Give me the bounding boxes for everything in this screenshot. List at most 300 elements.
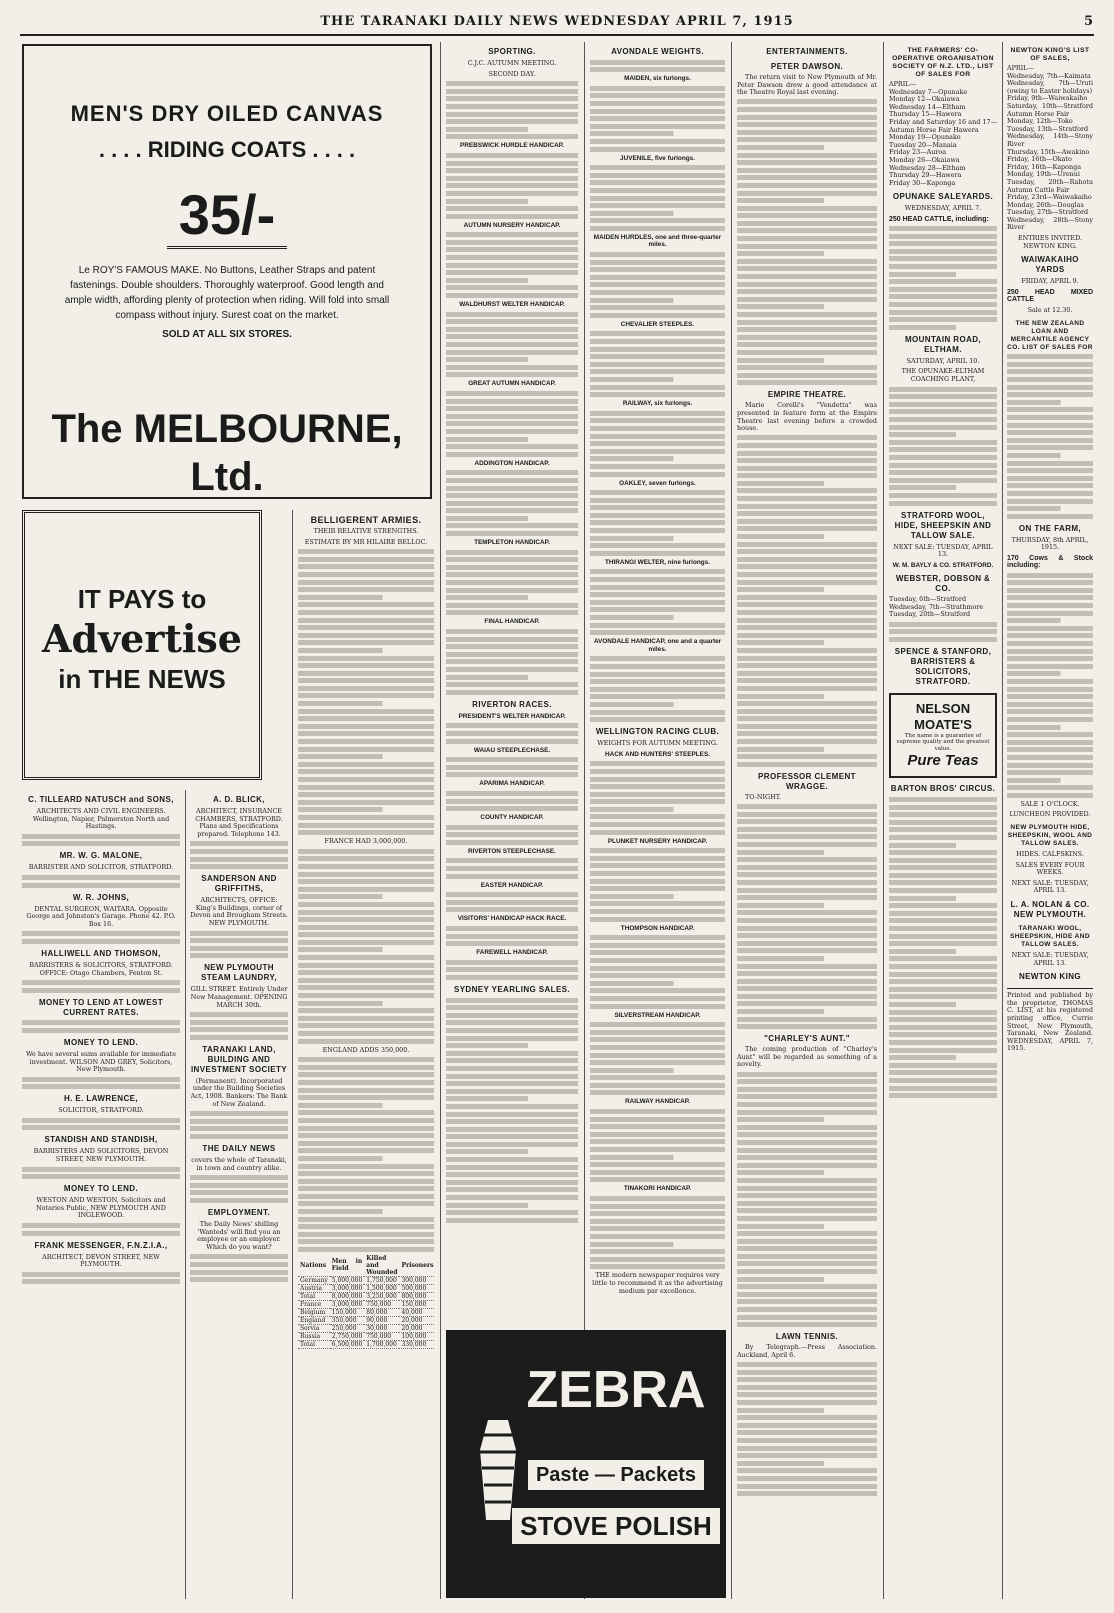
text-line [590, 226, 725, 231]
text-line [737, 716, 877, 721]
text-line [446, 550, 578, 555]
text-line [737, 198, 877, 203]
text-line [22, 1279, 180, 1284]
sale-item: Monday, 12th—Toko [1007, 117, 1073, 126]
card-body: ARCHITECTS, OFFICE: King's Buildings, corner of Devon and Brougham Streets. NEW PLYMOUTH. [190, 896, 288, 927]
text-line [889, 485, 997, 490]
text-line [889, 455, 997, 460]
text-line [22, 1125, 180, 1130]
weights-event: THIRANGI WELTER, nine furlongs. [605, 558, 710, 566]
race-event: PREBSWICK HURDLE HANDICAP. [460, 142, 564, 150]
text-line [737, 1094, 877, 1099]
sale-item: Wednesday, 28th—Stony River [1007, 215, 1093, 232]
text-line [446, 1127, 578, 1132]
text-line [590, 218, 725, 223]
text-line [22, 1084, 180, 1089]
text-line [298, 1179, 434, 1184]
text-line [1007, 679, 1093, 684]
newspaper-title: THE TARANAKI DAILY NEWS WEDNESDAY APRIL 7, 1915 [320, 14, 794, 29]
text-line [590, 252, 725, 257]
text-line [737, 130, 877, 135]
text-line [22, 1167, 180, 1172]
text-line [446, 199, 578, 204]
text-line [446, 1013, 578, 1018]
text-line [590, 275, 725, 280]
text-line [737, 686, 877, 691]
text-line [737, 724, 877, 729]
text-line [298, 762, 434, 767]
text-line [889, 409, 997, 414]
text-line [298, 633, 434, 638]
text-line [737, 373, 877, 378]
text-line [889, 241, 997, 246]
text-line [737, 926, 877, 931]
text-line [737, 1216, 877, 1221]
text-line [737, 1193, 877, 1198]
text-line [590, 863, 725, 868]
text-line [1007, 649, 1093, 654]
text-line [22, 1028, 180, 1033]
text-line [737, 99, 877, 104]
text-line [590, 1162, 725, 1167]
text-line [1007, 687, 1093, 692]
text-line [22, 875, 180, 880]
text-line [737, 350, 877, 355]
text-line [1007, 763, 1093, 768]
armies-table [298, 1255, 434, 1349]
text-line [590, 116, 725, 121]
store-name: The MELBOURNE, Ltd. [51, 406, 403, 499]
text-line [446, 312, 578, 317]
text-line [737, 1322, 877, 1327]
text-line [446, 206, 578, 211]
bayly-name: W. M. BAYLY & CO. STRATFORD. [892, 561, 994, 569]
text-line [446, 240, 578, 245]
text-line [298, 648, 434, 653]
farmers-next-sale: NEXT SALE: TUESDAY, APRIL 13. [893, 542, 993, 559]
sale-item: Wednesday 28—Eltham [889, 163, 966, 172]
text-line [298, 731, 434, 736]
card-name: HALLIWELL AND THOMSON, [41, 948, 161, 958]
text-line [737, 701, 877, 706]
ent-heading: EMPIRE THEATRE. [767, 390, 847, 400]
text-line [1007, 633, 1093, 638]
text-line [737, 526, 877, 531]
text-line [446, 255, 578, 260]
text-line [190, 857, 288, 862]
text-line [737, 1423, 877, 1428]
text-line [446, 1005, 578, 1010]
text-line [1007, 362, 1093, 367]
weights-event: MAIDEN, six furlongs. [624, 75, 691, 83]
text-line [737, 709, 877, 714]
text-line [590, 203, 725, 208]
text-line [1007, 476, 1093, 481]
text-line [737, 1201, 877, 1206]
text-line [590, 147, 725, 152]
text-line [889, 447, 997, 452]
text-line [446, 1058, 578, 1063]
text-line [590, 464, 725, 469]
text-line [22, 841, 180, 846]
text-line [298, 777, 434, 782]
sale-item: Friday, 16th—Kaponga [1007, 162, 1082, 171]
armies-cell: 5,000,000 [331, 1276, 363, 1284]
text-line [590, 60, 725, 65]
sale-item: Monday 12—Okaiawa [889, 95, 960, 104]
nelson-ad [889, 693, 997, 779]
text-line [737, 443, 877, 448]
text-line [737, 1132, 877, 1137]
zebra-icon [458, 1410, 538, 1530]
text-line [737, 731, 877, 736]
text-line [737, 488, 877, 493]
text-line [1007, 407, 1093, 412]
text-line [446, 161, 578, 166]
text-line [889, 470, 997, 475]
text-line [298, 625, 434, 630]
riverton-title: RIVERTON RACES. [472, 699, 552, 709]
text-line [1007, 732, 1093, 737]
card-name: STANDISH AND STANDISH, [44, 1135, 158, 1145]
text-line [590, 1204, 725, 1209]
text-line [737, 1024, 877, 1029]
text-line [590, 339, 725, 344]
sale-item: Wednesday, 7th—Strathmore [889, 602, 984, 611]
armies-cell: 30,000 [364, 1324, 399, 1332]
sale-item: Tuesday, 20th—Rahotu Autumn Cattle Fair [1007, 177, 1093, 194]
text-line [190, 1012, 288, 1017]
text-line [446, 444, 578, 449]
text-line [737, 1292, 877, 1297]
text-line [889, 629, 997, 634]
text-line [737, 365, 877, 370]
card-name: H. E. LAWRENCE, [63, 1094, 138, 1104]
text-line [446, 112, 578, 117]
text-line [737, 160, 877, 165]
text-line [298, 564, 434, 569]
text-line [298, 1217, 434, 1222]
text-line [590, 814, 725, 819]
advertise-line-3: in THE NEWS [58, 664, 226, 694]
armies-cell: 250,000 [330, 1324, 365, 1332]
text-line [1007, 755, 1093, 760]
text-line [1007, 588, 1093, 593]
text-line [737, 1284, 877, 1289]
belligerent-byline: ESTIMATE BY MR HILAIRE BELLOC. [304, 537, 428, 546]
text-line [737, 1110, 877, 1115]
text-line [737, 380, 877, 385]
text-line [737, 549, 877, 554]
race-event: AUTUMN NURSERY HANDICAP. [463, 221, 561, 229]
text-line [446, 1157, 578, 1162]
text-line [889, 858, 997, 863]
text-line [298, 701, 434, 706]
text-line [737, 640, 877, 645]
text-line [737, 542, 877, 547]
belligerent-column [298, 510, 434, 1599]
text-line [590, 369, 725, 374]
text-line [590, 894, 725, 899]
race-event: FAREWELL HANDICAP. [476, 949, 548, 957]
text-line [446, 452, 578, 457]
text-line [590, 1060, 725, 1065]
text-line [298, 640, 434, 645]
card-body: WESTON AND WESTON, Solicitors and Notaries Public, NEW PLYMOUTH AND INGLEWOOD. [36, 1196, 166, 1220]
text-line [1007, 694, 1093, 699]
newspaper-note: THE modern newspaper requires very little to recommend it as the advertising medium par excellence. [592, 1271, 723, 1295]
text-line [590, 1242, 725, 1247]
text-line [1007, 506, 1093, 511]
text-line [590, 1139, 725, 1144]
text-line [889, 1048, 997, 1053]
text-line [590, 1090, 725, 1095]
text-line [22, 939, 180, 944]
text-line [590, 935, 725, 940]
text-line [590, 988, 725, 993]
weights-event: RAILWAY HANDICAP. [625, 1098, 690, 1106]
masthead [20, 10, 1094, 36]
text-line [22, 1020, 180, 1025]
text-line [590, 411, 725, 416]
text-line [737, 933, 877, 938]
sale-item: Monday 26—Okaiawa [889, 155, 960, 164]
text-line [298, 1110, 434, 1115]
sale-item: Friday, 16th—Okato [1007, 155, 1072, 164]
text-line [737, 1400, 877, 1405]
text-line [590, 377, 725, 382]
text-line [889, 1002, 997, 1007]
text-line [737, 948, 877, 953]
text-line [737, 1385, 877, 1390]
text-line [298, 1247, 434, 1252]
opunake-saleyards: OPUNAKE SALEYARDS. [892, 192, 994, 202]
text-line [298, 993, 434, 998]
text-line [590, 1219, 725, 1224]
text-line [1007, 717, 1093, 722]
text-line [446, 967, 578, 972]
text-line [737, 903, 877, 908]
text-line [298, 602, 434, 607]
text-line [446, 1210, 578, 1215]
text-line [190, 1270, 288, 1275]
text-line [737, 1178, 877, 1183]
text-line [446, 508, 578, 513]
text-line [737, 971, 877, 976]
race-event: WAIAU STEEPLECHASE. [473, 746, 551, 754]
text-line [590, 1004, 725, 1009]
text-line [737, 1362, 877, 1367]
text-line [22, 1272, 180, 1277]
text-line [446, 690, 578, 695]
text-line [737, 572, 877, 577]
text-line [298, 985, 434, 990]
advertise-ad [22, 510, 262, 780]
text-line [590, 165, 725, 170]
text-line [889, 896, 997, 901]
text-line [737, 1377, 877, 1382]
text-line [298, 693, 434, 698]
card-body: DENTAL SURGEON, WAITARA. Opposite George and Johnston's Garage. Phone 42. P.O. Box 16. [26, 904, 176, 928]
text-line [590, 1155, 725, 1160]
race-event: GREAT AUTUMN HANDICAP. [468, 380, 556, 388]
text-line [590, 1177, 725, 1182]
text-line [446, 1096, 578, 1101]
text-line [298, 754, 434, 759]
text-line [446, 357, 578, 362]
armies-cell: 500,000 [399, 1284, 434, 1292]
text-line [590, 958, 725, 963]
sale-item: Tuesday, 13th—Stratford [1007, 124, 1089, 133]
text-line [737, 671, 877, 676]
armies-cell: 40,000 [399, 1308, 434, 1316]
stratford-hide-sale: STRATFORD WOOL, HIDE, SHEEPSKIN AND TALLOW SALE. [894, 510, 992, 540]
text-line [446, 652, 578, 657]
text-line [737, 739, 877, 744]
text-line [889, 918, 997, 923]
ad-sold: SOLD AT ALL SIX STORES. [162, 329, 292, 340]
text-line [190, 1254, 288, 1259]
text-line [737, 115, 877, 120]
text-line [889, 820, 997, 825]
text-line [446, 516, 578, 521]
text-line [590, 543, 725, 548]
text-line [298, 1224, 434, 1229]
text-line [737, 1269, 877, 1274]
text-line [22, 1223, 180, 1228]
text-line [737, 137, 877, 142]
nz-loan-title: THE NEW ZEALAND LOAN AND MERCANTILE AGENCY CO. LIST OF SALES FOR [1007, 319, 1093, 351]
text-line [446, 486, 578, 491]
belligerent-section: FRANCE HAD 3,000,000. [324, 837, 408, 846]
text-line [737, 834, 877, 839]
armies-cell: 20,000 [399, 1316, 434, 1324]
text-line [590, 1037, 725, 1042]
text-line [1007, 702, 1093, 707]
text-line [298, 610, 434, 615]
text-line [737, 221, 877, 226]
sale-item: Wednesday, 7th—Uruti (owing to Easter holidays) [1007, 79, 1093, 95]
sale-item: Tuesday, 6th—Stratford [889, 595, 967, 604]
weights-event: MAIDEN HURDLES, one and three-quarter miles. [593, 233, 722, 249]
text-line [446, 232, 578, 237]
text-line [1007, 415, 1093, 420]
text-line [1007, 611, 1093, 616]
text-line [298, 940, 434, 945]
text-line [590, 1249, 725, 1254]
text-line [737, 1163, 877, 1168]
text-line [590, 354, 725, 359]
text-line [1007, 377, 1093, 382]
text-line [298, 557, 434, 562]
text-line [590, 67, 725, 72]
card-name: C. TILLEARD NATUSCH and SONS, [28, 795, 174, 804]
text-line [590, 769, 725, 774]
text-line [298, 932, 434, 937]
text-line [446, 840, 578, 845]
text-line [889, 1063, 997, 1068]
text-line [446, 478, 578, 483]
text-line [298, 1008, 434, 1013]
imprint: Printed and published by the proprietor, THOMAS C. LIST, at his registered printing office, Currie Street, New Plymouth, Taranaki, New Zealand. WEDNESDAY, APRIL 7, 1915. [1007, 988, 1093, 1053]
text-line [446, 832, 578, 837]
text-line [190, 864, 288, 869]
text-line [737, 1087, 877, 1092]
armies-cell: 330,000 [399, 1340, 434, 1348]
text-line [590, 347, 725, 352]
text-line [446, 806, 578, 811]
text-line [446, 391, 578, 396]
text-line [889, 979, 997, 984]
text-line [590, 615, 725, 620]
text-line [590, 180, 725, 185]
text-line [446, 557, 578, 562]
text-line [298, 830, 434, 835]
hides-calfskins: HIDES. CALFSKINS. [1016, 850, 1084, 859]
text-line [298, 1141, 434, 1146]
text-line [737, 259, 877, 264]
text-line [590, 672, 725, 677]
text-line [446, 1043, 578, 1048]
text-line [889, 417, 997, 422]
text-line [737, 320, 877, 325]
text-line [446, 799, 578, 804]
text-line [737, 618, 877, 623]
sale-item: Friday 23—Auroa [889, 148, 947, 157]
text-line [737, 496, 877, 501]
text-line [298, 1232, 434, 1237]
weights-event: THOMPSON HANDICAP. [620, 924, 695, 932]
text-line [446, 399, 578, 404]
text-line [889, 1017, 997, 1022]
text-line [446, 372, 578, 377]
text-line [737, 282, 877, 287]
weights-event: TINAKORI HANDICAP. [623, 1185, 692, 1193]
text-line [737, 1001, 877, 1006]
armies-cell: 300,000 [399, 1276, 434, 1284]
ent-heading: PROFESSOR CLEMENT WRAGGE. [758, 771, 856, 791]
zebra-line-2: STOVE POLISH [512, 1508, 720, 1544]
text-line [298, 978, 434, 983]
card-name: THE DAILY NEWS [202, 1144, 276, 1154]
cards-column-2 [190, 790, 288, 1599]
text-line [446, 285, 578, 290]
text-line [590, 298, 725, 303]
text-line [737, 1231, 877, 1236]
card-body: We have several sums available for immediate investment. WILSON AND GREY, Solicitors, New Plymouth. [26, 1049, 176, 1074]
text-line [590, 687, 725, 692]
text-line [889, 835, 997, 840]
card-body: GILL STREET. Entirely Under New Management. OPENING MARCH 30th. [190, 985, 288, 1009]
text-line [446, 572, 578, 577]
text-line [737, 175, 877, 180]
text-line [737, 1453, 877, 1458]
sale-item: Friday 30—Kaponga [889, 178, 956, 187]
text-line [737, 595, 877, 600]
text-line [737, 1438, 877, 1443]
text-line [298, 1057, 434, 1062]
text-line [590, 1170, 725, 1175]
text-line [737, 865, 877, 870]
sale-item: Monday 19—Opunake [889, 133, 961, 142]
text-line [737, 1155, 877, 1160]
ent-lead: The return visit to New Plymouth of Mr. Peter Dawson drew a good attendance at the Theatre Royal last evening. [737, 73, 877, 97]
text-line [737, 244, 877, 249]
newton-king-sign: NEWTON KING [1018, 972, 1082, 982]
text-line [737, 587, 877, 592]
text-line [446, 1036, 578, 1041]
farm-date: THURSDAY, 8th APRIL, 1915. [1011, 535, 1089, 552]
